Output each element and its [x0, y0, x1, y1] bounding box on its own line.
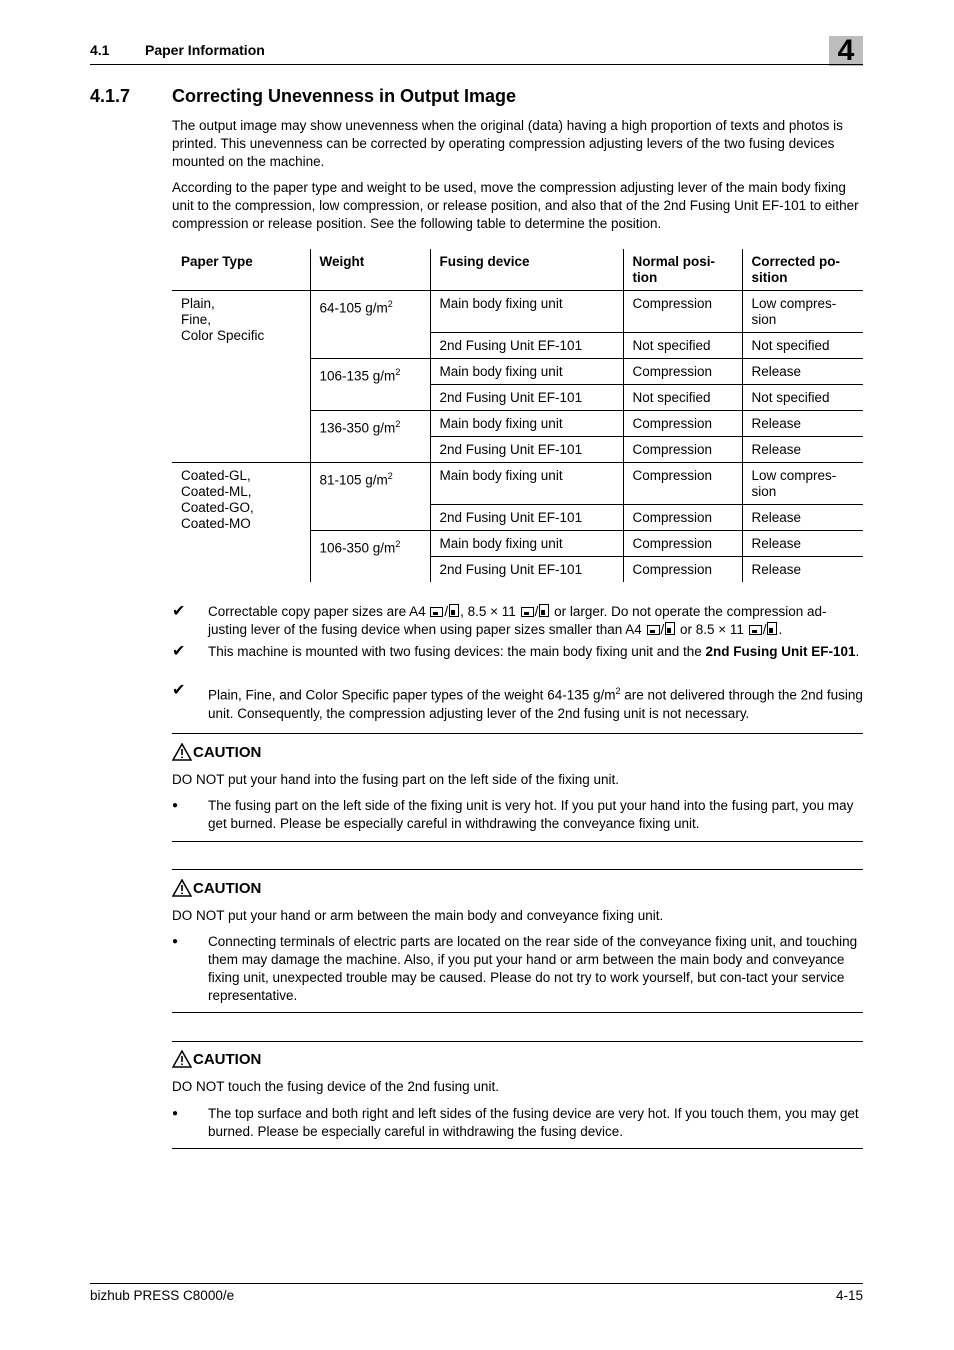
caution-2-bottom-rule: [172, 1012, 863, 1013]
intro-paragraph-2: According to the paper type and weight to be used, move the compression adjusting lever of the main body fixing unit to the compression, low compression, or release position, and also that of the 2nd Fusing Unit EF-101 to either compression or release position. See the following table to determine the position.: [172, 180, 859, 231]
caution-3-top-rule: [172, 1041, 863, 1042]
caution-2-bullet: [172, 933, 863, 1005]
caution-1-bottom-rule: [172, 841, 863, 842]
paper-portrait-icon: [665, 622, 675, 635]
note-3-text-b: are not delivered through the 2nd fusing unit. Consequently, the compression adjusting lever of the 2nd fusing unit is not necessary.: [208, 687, 863, 721]
paper-landscape-icon: [430, 607, 443, 617]
cell-corrected-position: Release: [742, 359, 863, 385]
cell-weight: [310, 359, 430, 411]
note-2-text-b: .: [855, 644, 860, 659]
caution-2-heading: [172, 879, 261, 897]
col-fusing-device: Fusing device: [430, 249, 623, 291]
caution-2-bullet-text: Connecting terminals of electric parts are located on the rear side of the conveyance fixing unit, and touching them may damage the machine. Also, if you put your hand or arm between the main body and conveyance fixing unit, unexpected trouble may be caused. Please do not try to work yourself, but con-tact your service representative.: [208, 934, 858, 1003]
slash: /: [444, 604, 449, 619]
warning-triangle-icon: [172, 1050, 192, 1068]
cell-corrected-position: Not specified: [742, 333, 863, 359]
cell-fusing-device: Main body fixing unit: [430, 531, 623, 557]
note-1-text-d: or 8.5 × 11: [676, 622, 748, 637]
cell-normal-position: Compression: [623, 505, 742, 531]
cell-normal-position: Compression: [623, 463, 742, 505]
cell-weight: [310, 411, 430, 463]
cell-normal-position: Compression: [623, 359, 742, 385]
header-section-title: Paper Information: [145, 42, 265, 58]
table-header-row: [172, 249, 863, 291]
note-weight-range: [172, 682, 863, 723]
fusing-position-table: [172, 249, 863, 582]
paper-portrait-icon: [767, 622, 777, 635]
bullet-icon: ●: [172, 800, 179, 811]
paper-landscape-icon: [749, 625, 762, 635]
cell-corrected-position: Release: [742, 411, 863, 437]
col-paper-type: Paper Type: [172, 249, 310, 291]
cell-weight: [310, 463, 430, 531]
table-body: [172, 291, 863, 583]
note-paper-sizes: [172, 603, 863, 639]
cell-fusing-device: Main body fixing unit: [430, 463, 623, 505]
slash: /: [534, 604, 539, 619]
col-corrected-position: Corrected po- sition: [742, 249, 863, 291]
note-2-bold: 2nd Fusing Unit EF-101: [705, 644, 856, 659]
caution-3-text: DO NOT touch the fusing device of the 2nd fusing unit.: [172, 1079, 499, 1094]
weight-value: 106-135 g/m: [319, 368, 396, 384]
weight-superscript: 2: [387, 471, 393, 481]
note-3-text-a: Plain, Fine, and Color Specific paper types of the weight 64-135 g/m: [208, 687, 616, 703]
note-1-text-b: , 8.5 × 11: [460, 604, 520, 619]
col-weight: Weight: [310, 249, 430, 291]
caution-1-top-rule: [172, 733, 863, 734]
header-rule: [90, 64, 863, 65]
cell-normal-position: Compression: [623, 437, 742, 463]
cell-paper-type: Plain, Fine, Color Specific: [172, 291, 310, 463]
bullet-icon: ●: [172, 1108, 179, 1119]
table-row: [172, 463, 863, 505]
weight-superscript: 2: [395, 419, 401, 429]
cell-fusing-device: 2nd Fusing Unit EF-101: [430, 437, 623, 463]
footer-page-number: 4-15: [835, 1288, 863, 1303]
weight-value: 136-350 g/m: [319, 420, 396, 436]
bullet-icon: ●: [172, 936, 179, 947]
paper-portrait-icon: [539, 604, 549, 617]
cell-normal-position: Compression: [623, 411, 742, 437]
check-icon: ✔: [172, 682, 186, 699]
weight-value: 106-350 g/m: [319, 540, 396, 556]
cell-fusing-device: Main body fixing unit: [430, 359, 623, 385]
footer-rule: [90, 1283, 863, 1284]
paper-landscape-icon: [647, 625, 660, 635]
caution-3-heading: [172, 1050, 261, 1068]
caution-2-text: DO NOT put your hand or arm between the main body and conveyance fixing unit.: [172, 908, 664, 923]
caution-1-bullet: [172, 797, 863, 833]
caution-3-bullet-text: The top surface and both right and left sides of the fusing device are very hot. If you touch them, you may get burned. Please be especially careful in withdrawing the fusing device.: [208, 1106, 859, 1139]
cell-paper-type: Coated-GL, Coated-ML, Coated-GO, Coated-MO: [181, 468, 254, 531]
note-1-text-a: Correctable copy paper sizes are A4: [208, 604, 430, 619]
paper-portrait-icon: [449, 604, 459, 617]
cell-normal-position: Compression: [623, 557, 742, 583]
caution-1-label: CAUTION: [193, 743, 262, 761]
cell-weight: [310, 291, 430, 359]
cell-corrected-position: Low compres- sion: [742, 291, 863, 333]
check-icon: ✔: [172, 603, 186, 620]
footer-product-name: bizhub PRESS C8000/e: [90, 1288, 235, 1303]
note-3-superscript: 2: [615, 686, 621, 696]
cell-fusing-device: 2nd Fusing Unit EF-101: [430, 385, 623, 411]
weight-superscript: 2: [395, 367, 401, 377]
note-1-text-c: or larger. Do not operate the compression ad-justing lever of the fusing device when using paper sizes smaller than A4: [208, 604, 827, 637]
note-two-fusing-devices: [172, 643, 863, 661]
weight-superscript: 2: [395, 539, 401, 549]
slash: /: [762, 622, 767, 637]
caution-2-top-rule: [172, 869, 863, 870]
cell-corrected-position: Release: [742, 437, 863, 463]
slash: /: [660, 622, 665, 637]
intro-paragraph-1: The output image may show unevenness when the original (data) having a high proportion of texts and photos is printed. This unevenness can be corrected by operating compression adjusting levers of the two fusing devices mounted on the machine.: [172, 118, 843, 169]
cell-fusing-device: 2nd Fusing Unit EF-101: [430, 505, 623, 531]
cell-weight: [310, 531, 430, 583]
note-2-text-a: This machine is mounted with two fusing devices: the main body fixing unit and the: [208, 644, 706, 659]
paper-landscape-icon: [521, 607, 534, 617]
cell-corrected-position: Not specified: [742, 385, 863, 411]
cell-fusing-device: Main body fixing unit: [430, 291, 623, 333]
cell-corrected-position: Release: [742, 505, 863, 531]
note-1-text-e: .: [778, 622, 783, 637]
cell-corrected-position: Release: [742, 557, 863, 583]
caution-1-text: DO NOT put your hand into the fusing part on the left side of the fixing unit.: [172, 772, 620, 787]
warning-triangle-icon: [172, 743, 192, 761]
cell-normal-position: Compression: [623, 291, 742, 333]
caution-1-bullet-text: The fusing part on the left side of the fixing unit is very hot. If you put your hand into the fusing part, you may get burned. Please be especially careful in withdrawing the conveyance fixing unit.: [208, 798, 854, 831]
chapter-tab: 4: [829, 36, 863, 66]
caution-3-label: CAUTION: [193, 1050, 262, 1068]
caution-1-heading: [172, 743, 261, 761]
warning-triangle-icon: [172, 879, 192, 897]
cell-normal-position: Compression: [623, 531, 742, 557]
caution-3-bullet: [172, 1105, 863, 1141]
weight-value: 64-105 g/m: [319, 300, 388, 316]
cell-corrected-position: Release: [742, 531, 863, 557]
cell-fusing-device: Main body fixing unit: [430, 411, 623, 437]
weight-value: 81-105 g/m: [319, 472, 388, 488]
cell-corrected-position: Low compres- sion: [742, 463, 863, 505]
cell-normal-position: Not specified: [623, 385, 742, 411]
table-row: [172, 291, 863, 333]
col-normal-position: Normal posi- tion: [623, 249, 742, 291]
caution-3-bottom-rule: [172, 1148, 863, 1149]
section-title: Correcting Unevenness in Output Image: [172, 86, 517, 106]
cell-fusing-device: 2nd Fusing Unit EF-101: [430, 333, 623, 359]
caution-2-label: CAUTION: [193, 879, 262, 897]
weight-superscript: 2: [387, 299, 393, 309]
header-section-number: 4.1: [90, 42, 110, 58]
cell-fusing-device: 2nd Fusing Unit EF-101: [430, 557, 623, 583]
check-icon: ✔: [172, 643, 186, 660]
cell-normal-position: Not specified: [623, 333, 742, 359]
section-number: 4.1.7: [90, 86, 131, 106]
